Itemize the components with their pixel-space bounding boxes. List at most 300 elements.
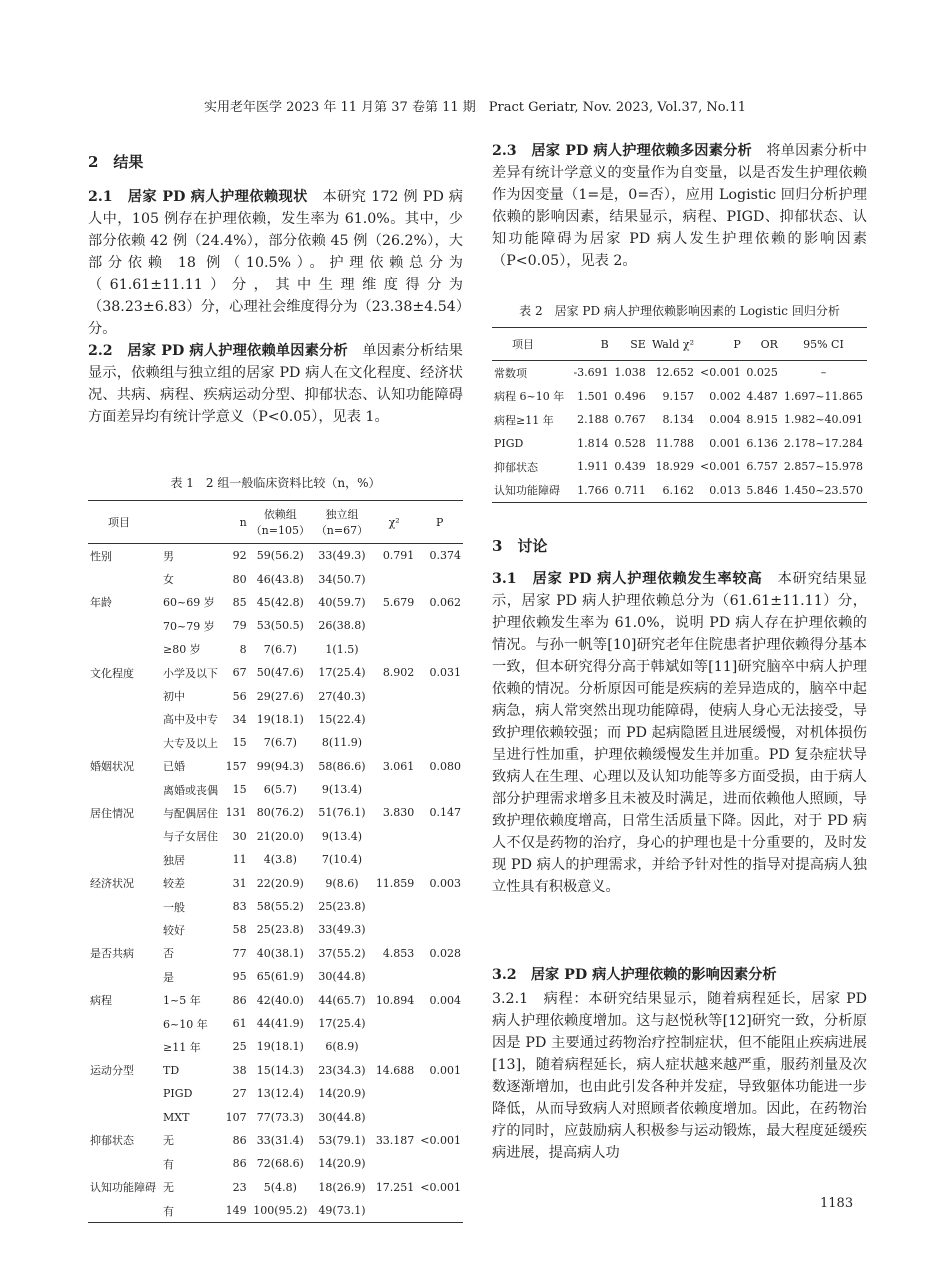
table1-cell [372,1035,416,1058]
table-row [88,544,463,568]
table1-cell [372,778,416,801]
table2-cell: 1.814 [577,436,609,450]
table2-cell: 抑郁状态 [494,460,538,474]
table1-cell: 77 [232,946,247,960]
table1-cell: 认知功能障碍 [90,1181,156,1195]
table-row [88,638,463,661]
table2-cell: 1.911 [577,460,609,474]
table-row [88,918,463,941]
table1-cell: 文化程度 [90,666,134,680]
table2-cell: 1.697~11.865 [783,389,864,403]
table-row [88,1152,463,1175]
table1-cell: 67 [232,666,247,680]
table1-cell [372,825,416,848]
table1-cell: 58(55.2) [256,900,304,914]
table-row [88,1176,463,1199]
table1-cell: 15(14.3) [256,1063,304,1077]
table1-cell: 0.147 [429,806,461,820]
table2-cell: 认知功能障碍 [494,484,560,498]
table1-cell: 44(41.9) [256,1017,304,1030]
table-row [88,1129,463,1152]
table2-cell: 病程≥11 年 [494,413,554,427]
table1-cell: ≥11 年 [163,1040,201,1054]
table-row [492,479,867,503]
table1-cell: 23(34.3) [318,1063,366,1077]
table2-cell: 6.162 [662,483,694,497]
table1-cell [416,848,463,871]
table1-cell: 15(22.4) [318,712,366,726]
table1-header-item: 项目 [108,516,130,529]
table1-cell: 6~10 年 [163,1017,208,1031]
table2-cell: 8.915 [746,413,778,427]
table1-cell: 27 [232,1087,247,1101]
table1-cell: 33(49.3) [318,549,366,563]
table-row [88,942,463,965]
table2-cell: 1.450~23.570 [783,483,864,497]
table1-cell: 86 [232,1133,247,1147]
table2-cell: 11.788 [655,436,694,450]
table1-cell: 92 [232,549,247,563]
table1-cell [88,1152,161,1175]
table1-cell: 一般 [163,900,186,914]
table2-cell: 0.004 [709,413,741,427]
table1-cell [372,895,416,918]
table1-cell: 17(25.4) [318,666,366,680]
table1-cell [416,638,463,661]
table1-cell: 6(8.9) [325,1040,359,1054]
table2-cell: 0.528 [614,436,646,450]
table1-cell: 79 [232,619,247,633]
section-2-3-title: 2.3 居家 PD 病人护理依赖多因素分析 [492,143,752,159]
table1-cell: 9(13.4) [321,783,362,797]
table2-cell: 2.178~17.284 [783,436,864,450]
table2-cell: 2.188 [577,413,609,427]
table1-header-chi: χ² [388,515,400,529]
table1-cell: 无 [163,1134,175,1148]
table2-cell: 6.757 [746,460,778,474]
table1-cell: 61 [232,1017,247,1030]
table1-cell: 初中 [163,690,186,704]
table2-cell: 4.487 [746,389,778,403]
table1-cell: MXT [163,1110,190,1124]
table2-cell: 5.846 [746,483,778,497]
table1-cell: 58 [232,923,247,937]
table2-cell: 1.982~40.091 [783,413,864,427]
table1-cell [416,965,463,988]
table1-cell: 0.028 [429,946,461,960]
table2-cell: 12.652 [655,366,694,380]
table1-cell: 8.902 [382,666,415,680]
table2-caption: 表 2 居家 PD 病人护理依赖影响因素的 Logistic 回归分析 [519,304,840,318]
section-heading-discussion: 3 讨论 [492,537,548,555]
table1-cell: 31 [232,876,247,890]
table1-cell [372,848,416,871]
table1-cell: 有 [163,1204,175,1218]
table-row [88,1012,463,1035]
table2-cell: PIGD [494,436,524,450]
table1-caption: 表 1 2 组一般临床资料比较（n，%） [170,476,381,490]
table-row [88,755,463,778]
table1-cell: 是否共病 [90,947,134,961]
table1-cell: 0.031 [429,666,461,680]
table-row [88,801,463,824]
table1-cell: 70~79 岁 [163,619,215,633]
table1-cell: 较好 [163,923,186,937]
table-row [88,848,463,871]
table1-cell: 60~69 岁 [163,596,215,610]
table-row [88,1105,463,1128]
table1-cell: 72(68.6) [256,1157,304,1171]
table1-cell [88,1199,161,1223]
table2-cell: 0.711 [614,483,646,497]
table1-cell: 86 [232,993,247,1007]
table1-cell: 33.187 [375,1133,415,1147]
table1-cell: 11.859 [375,876,415,890]
table1-body [88,544,463,1223]
table1-cell: 80(76.2) [256,806,304,820]
table1-cell [372,1082,416,1105]
table1-cell: 0.003 [429,876,461,890]
table1-cell: 运动分型 [90,1064,134,1078]
table1-cell: ≥80 岁 [163,643,201,657]
table1-cell: 0.791 [382,549,415,563]
table1-cell: 17.251 [375,1180,415,1194]
table1-cell: 年龄 [90,596,112,610]
table2-cell: 2.857~15.978 [783,460,864,474]
table1-cell: 59(56.2) [256,549,304,563]
table1-cell [88,965,161,988]
table2-cell: 1.501 [577,389,609,403]
table1-cell: 已婚 [163,760,186,774]
table-row [88,1199,463,1223]
table1-cell: 18(26.9) [318,1180,366,1194]
table1-cell: 有 [163,1157,175,1171]
table1-cell [88,614,161,637]
table1-cell [416,1082,463,1105]
table1-cell: 131 [225,806,247,820]
table1-cell [88,567,161,590]
table2-header-ci: 95% CI [803,337,844,351]
table2-cell: 8.134 [662,413,694,427]
table1-cell: 34(50.7) [318,572,366,586]
table-row [88,1082,463,1105]
table1-cell: 性别 [90,549,112,563]
table1-cell [416,731,463,754]
table1-cell: 99(94.3) [256,759,304,773]
table1-cell: 26(38.8) [318,619,366,633]
table-row [88,825,463,848]
table2-cell: 9.157 [662,389,694,403]
table1-cell [88,1105,161,1128]
table1-cell: 65(61.9) [256,970,304,984]
table1-cell: 是 [163,970,175,984]
table1-cell: 7(10.4) [321,853,362,867]
section-2-3-body: 将单因素分析中差异有统计学意义的变量作为自变量，以是否发生护理依赖作为因变量（1=是，0=否），应用 Logistic 回归分析护理依赖的影响因素，结果显示，病程、PIGD、抑郁状态、认知功能障碍为居家 PD 病人发生护理依赖的影响因素（P<0.05），见表 2。 [492,143,867,269]
table1-cell: 95 [232,970,247,984]
table1-cell: 49(73.1) [318,1204,366,1218]
table1-cell: 8(11.9) [321,736,362,750]
table1-cell: 19(18.1) [256,1040,304,1054]
table1-cell: 46(43.8) [256,572,304,586]
table2-header-se: SE [630,337,646,351]
table1-cell: 3.830 [382,806,415,820]
table1-cell [416,614,463,637]
table-row [88,567,463,590]
section-3-1-title: 3.1 居家 PD 病人护理依赖发生率较高 [492,571,763,587]
table1-cell: 77(73.3) [256,1110,304,1124]
table1-cell: 男 [163,549,175,563]
table1-cell [88,825,161,848]
table-row [88,614,463,637]
running-header: 实用老年医学 2023 年 11 月第 37 卷第 11 期 Pract Geriatr, Nov. 2023, Vol.37, No.11 [204,100,746,115]
table1-cell [88,1082,161,1105]
table1-cell: 6(5.7) [263,783,297,797]
table1-cell [88,918,161,941]
table1-cell: 33(49.3) [318,923,366,937]
table1-cell: 38 [232,1063,247,1077]
table1-cell [416,567,463,590]
table1-cell: 44(65.7) [318,993,366,1007]
table1-cell: 34 [232,712,247,726]
table1-cell [372,1105,416,1128]
table1-cell: 1(1.5) [325,642,359,656]
table1-cell: 与配偶居住 [163,806,219,820]
table-row [88,731,463,754]
table1-cell: 107 [225,1110,247,1124]
table-row [88,965,463,988]
table-row [88,591,463,614]
table1-cell: TD [163,1063,180,1077]
table2-cell: 0.013 [709,483,741,497]
table1-cell: 7(6.7) [263,736,297,750]
table1-cell: 149 [225,1204,247,1218]
table-row [88,895,463,918]
table1-cell: 婚姻状况 [90,760,134,774]
table1-cell [88,708,161,731]
table1-cell: 4.853 [382,946,415,960]
table1-cell: 与子女居住 [163,830,219,844]
table2-body [492,361,867,503]
table1-cell: 83 [232,900,247,914]
table1-cell: 离婚或丧偶 [163,783,219,797]
table-row [88,1035,463,1058]
page-number: 1183 [820,1196,854,1211]
table1-cell: 14(20.9) [318,1087,366,1101]
table1-cell [372,684,416,707]
table-row [492,432,867,456]
section-2-1 [88,186,463,340]
table2-cell: 18.929 [655,460,694,474]
table1-cell: 56 [232,689,247,703]
table2-header-wald: Wald χ² [651,337,694,351]
table1-cell: <0.001 [420,1133,461,1147]
table1-cell: 7(6.7) [263,642,297,656]
table1-cell [416,778,463,801]
table1-cell: <0.001 [420,1180,461,1194]
table1-cell: 13(12.4) [256,1087,304,1101]
table1-cell: 42(40.0) [256,993,304,1007]
table-row [88,661,463,684]
table1-cell: 33(31.4) [256,1133,304,1147]
section-2-1-body: 本研究 172 例 PD 病人中，105 例存在护理依赖，发生率为 61.0%。其中，少部分依赖 42 例（24.4%），部分依赖 45 例（26.2%），大部分依赖 18 例（10.5%）。护理依赖总分为（61.61±11.11）分，其中生理维度得分为（38.23±6.83）分，心理社会维度得分为（23.38±4.54）分。 [88,189,463,337]
table2-cell: 常数项 [494,366,527,380]
table1-cell: 5.679 [382,595,415,609]
table-row [88,708,463,731]
table1-cell [416,1199,463,1223]
table1-cell: 30 [232,829,247,843]
table1-cell: 经济状况 [90,877,134,891]
table1-cell: 40(38.1) [256,946,304,960]
section-3-2-title [492,964,867,986]
table1-cell: 30(44.8) [318,970,366,984]
table1-cell: 独居 [163,853,186,867]
table-row [88,778,463,801]
table2-cell: 0.767 [614,413,646,427]
table1-cell: 40(59.7) [318,595,366,609]
section-3-1-body: 本研究结果显示，居家 PD 病人护理依赖总分为（61.61±11.11）分，护理依赖发生率为 61.0%，说明 PD 病人存在护理依赖的情况。与孙一帆等[10]研究老年住院患者护理依赖得分基本一致，但本研究得分高于韩斌如等[11]研究脑卒中病人护理依赖的情况。分析原因可能是疾病的差异造成的，脑卒中起病急，病人常突然出现功能障碍，使病人身心无法接受，导致护理依赖较强；而 PD 起病隐匿且进展缓慢，对机体损伤呈进行性加重，护理依赖缓慢发生并加重。PD 复杂症状导致病人在生理、心理以及认知功能等多方面受损，由于病人部分护理需求增多且未被及时满足，进而依赖他人照顾，导致护理依赖度增高，日常生活质量下降。因此，对于 PD 病人不仅是药物的治疗，身心的护理也是十分重要的，及时发现 PD 病人的护理需求，并给予针对性的指导对提高病人独立性具有积极意义。 [492,571,867,895]
table1 [88,500,463,1223]
table2-cell: 6.136 [746,436,778,450]
table2-header-or: OR [760,337,778,351]
table1-cell: 100(95.2) [253,1204,308,1218]
table1-cell: 抑郁状态 [90,1134,134,1148]
table1-cell [88,848,161,871]
table1-cell: 高中及中专 [163,713,219,727]
table-row [492,361,867,385]
table2-cell: 0.025 [746,366,778,380]
table1-cell [88,638,161,661]
table1-cell [416,1152,463,1175]
table1-cell [416,1035,463,1058]
table1-cell: 25 [232,1040,247,1054]
table-row [88,871,463,894]
section-2-3 [492,140,867,272]
table1-cell: 女 [163,573,175,587]
table1-cell: 80 [232,572,247,586]
table1-cell [372,918,416,941]
table1-cell: 0.004 [429,993,461,1007]
table1-cell: 45(42.8) [256,595,304,609]
table1-cell: 50(47.6) [256,666,304,680]
table2-cell: 0.002 [709,389,741,403]
table1-cell: 25(23.8) [318,900,366,914]
table1-cell [372,1152,416,1175]
section-2-2 [88,340,463,428]
table1-header-ind: 独立组（n=67） [315,508,369,537]
table2-cell: 0.001 [709,436,741,450]
table1-cell: 27(40.3) [318,689,366,703]
table1-cell [88,1012,161,1035]
table1-cell: 15 [232,736,247,750]
table1-cell [88,731,161,754]
table-row [492,455,867,479]
table2-cell: 1.766 [577,483,609,497]
section-3-2-title-text: 3.2 居家 PD 病人护理依赖的影响因素分析 [492,967,777,983]
table1-cell: 22(20.9) [256,876,304,890]
table1-cell: 4(3.8) [263,853,297,867]
table2-cell: 病程 6~10 年 [494,390,565,404]
table1-cell: 0.062 [429,595,461,609]
table1-cell: 9(13.4) [321,829,362,843]
table1-cell: 3.061 [382,759,415,773]
table1-cell [372,1199,416,1223]
table1-cell [416,708,463,731]
table1-cell: 53(79.1) [318,1133,366,1147]
table2-header-item: 项目 [512,338,534,351]
table1-cell: 5(4.8) [263,1180,297,1194]
table1-cell: 大专及以上 [163,736,219,750]
table-row [492,408,867,432]
table1-cell [372,614,416,637]
table2 [492,327,867,503]
table1-cell [88,1035,161,1058]
table-row [88,684,463,707]
table2-cell: 0.496 [614,389,646,403]
table1-cell: 157 [225,759,247,773]
table1-cell: 30(44.8) [318,1110,366,1124]
section-3-1 [492,568,867,898]
table1-cell [88,895,161,918]
table1-cell: 29(27.6) [256,689,304,703]
table1-cell: 17(25.4) [318,1017,366,1030]
table1-cell: 小学及以下 [163,666,219,680]
table1-cell [416,918,463,941]
table1-cell: 53(50.5) [256,619,304,633]
section-3-2-1: 3.2.1 病程：本研究结果显示，随着病程延长，居家 PD 病人护理依赖度增加。这与赵悦秋等[12]研究一致，分析原因是 PD 主要通过药物治疗控制症状，但不能阻止疾病进展[13]，随着病程延长，病人症状越来越严重，服药剂量及次数逐渐增加，也由此引发各种并发症，导致躯体功能进一步降低，从而导致病人对照顾者依赖度增加。因此，在药物治疗的同时，应鼓励病人积极参与运动锻炼，最大程度延缓疾病进展，提高病人功 [492,991,867,1161]
table1-cell: 19(18.1) [256,712,304,726]
table1-cell [416,895,463,918]
section-2-2-body: 单因素分析结果显示，依赖组与独立组的居家 PD 病人在文化程度、经济状况、共病、病程、疾病运动分型、抑郁状态、认知功能障碍方面差异均有统计学意义（P<0.05），见表 1。 [88,343,463,425]
table1-cell: 37(55.2) [318,946,366,960]
table-row [88,1059,463,1082]
table1-cell: PIGD [163,1087,193,1101]
section-heading-results: 2 结果 [88,153,144,171]
table-row [492,385,867,409]
table1-cell [88,778,161,801]
table1-cell: 23 [232,1180,247,1194]
table1-header-p: P [435,515,444,529]
table2-cell: <0.001 [700,460,741,474]
table1-cell: 15 [232,783,247,797]
table1-cell: 58(86.6) [318,759,366,773]
table1-cell: 8 [239,642,247,656]
table1-cell: 9(8.6) [325,876,359,890]
table1-cell: 病程 [90,994,112,1008]
table2-cell: 1.038 [614,366,646,380]
table1-cell: 0.001 [429,1063,461,1077]
table1-cell: 11 [232,853,247,867]
table1-cell: 14.688 [375,1063,415,1077]
table1-cell [416,1105,463,1128]
table1-cell: 14(20.9) [318,1157,366,1171]
table1-cell [372,965,416,988]
section-2-2-title: 2.2 居家 PD 病人护理依赖单因素分析 [88,343,348,359]
table1-cell: 无 [163,1181,175,1195]
table1-cell: 21(20.0) [256,829,304,843]
table1-header-dep: 依赖组（n=105） [250,508,310,537]
table1-cell: 较差 [163,877,186,891]
table1-cell: 86 [232,1157,247,1171]
table2-cell: <0.001 [700,366,741,380]
table2-cell: 0.439 [614,460,646,474]
table1-header-n: n [239,515,247,529]
table1-cell: 1~5 年 [163,994,201,1008]
table1-cell [372,567,416,590]
table1-cell [372,1012,416,1035]
table-row [88,988,463,1011]
table1-cell [416,825,463,848]
table1-cell: 居住情况 [90,806,134,820]
